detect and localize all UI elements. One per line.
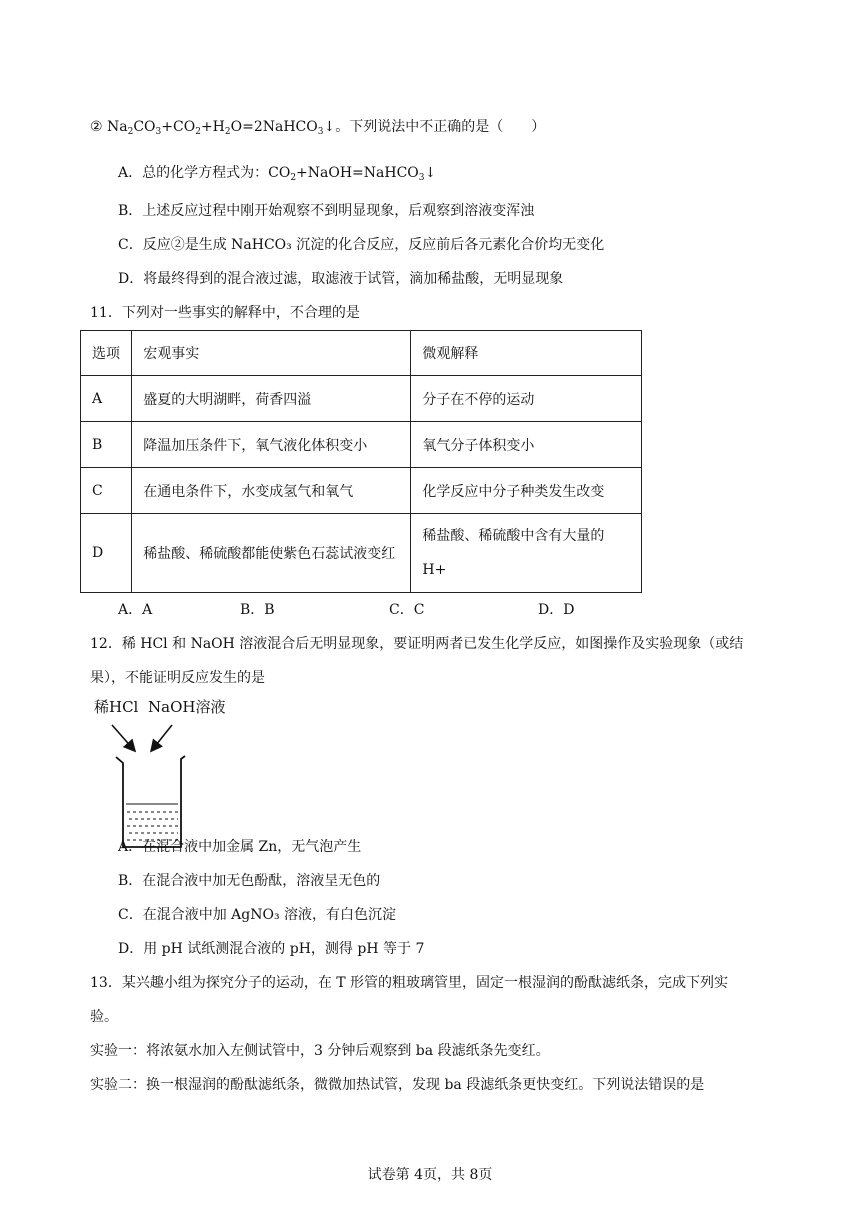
table-row: [81, 376, 642, 422]
figure-label-naoh: NaOH溶液: [148, 698, 226, 716]
figure-label-hcl: 稀HCl: [94, 698, 139, 716]
row-macro-fact: 降温加压条件下，氧气液化体积变小: [132, 422, 411, 468]
table-header-row: [81, 331, 642, 376]
page-footer: 试卷第 4页，共 8页: [367, 1167, 493, 1183]
row-micro-explanation-line2: H+: [422, 562, 447, 578]
q11-answer-c: C．C: [389, 602, 425, 618]
row-macro-fact: 在通电条件下，水变成氢气和氧气: [132, 468, 411, 514]
q12-option-c: C．在混合液中加 AgNO₃ 溶液，有白色沉淀: [118, 907, 397, 923]
q10-option-b: B．上述反应过程中刚开始观察不到明显现象，后观察到溶液变浑浊: [118, 203, 535, 219]
row-macro-fact: 稀盐酸、稀硫酸都能使紫色石蕊试液变红: [132, 514, 411, 593]
header-option: 选项: [81, 331, 132, 376]
beaker-figure: [90, 697, 230, 853]
beaker-diagram: [90, 697, 230, 853]
q12-option-d: D．用 pH 试纸测混合液的 pH，测得 pH 等于 7: [118, 941, 425, 957]
q12-option-b: B．在混合液中加无色酚酞，溶液呈无色的: [118, 873, 381, 889]
row-micro-explanation: 分子在不停的运动: [411, 376, 642, 422]
row-option: D: [81, 514, 132, 593]
row-option: A: [81, 376, 132, 422]
row-micro-explanation-line1: 稀盐酸、稀硫酸中含有大量的: [422, 528, 605, 544]
q10-stem: ② $Na_2CO_3+CO_2+H_2O=2NaHCO_3↓$。下列说法中不正确的是（ ）: [90, 119, 546, 137]
table-row: [81, 514, 642, 593]
beaker-icon: [116, 756, 185, 847]
q11-answer-d: D．D: [538, 602, 575, 618]
q11-facts-table: [80, 330, 642, 593]
q10-option-d: D．将最终得到的混合液过滤，取滤液于试管，滴加稀盐酸，无明显现象: [118, 271, 564, 287]
row-micro-explanation: 化学反应中分子种类发生改变: [411, 468, 642, 514]
header-micro-explanation: 微观解释: [411, 331, 642, 376]
q12-stem-line2: 果），不能证明反应发生的是: [90, 670, 265, 686]
q13-stem-line1: 13．某兴趣小组为探究分子的运动，在 T 形管的粗玻璃管里，固定一根湿润的酚酞滤纸条，完成下列实: [90, 975, 729, 991]
row-micro-explanation: [411, 514, 642, 593]
q13-stem-line2: 验。: [90, 1009, 118, 1025]
q11-answer-b: B．B: [240, 602, 275, 618]
row-option: B: [81, 422, 132, 468]
q11-stem: 11．下列对一些事实的解释中，不合理的是: [90, 305, 360, 321]
header-macro-fact: 宏观事实: [132, 331, 411, 376]
q13-experiment-two: 实验二：换一根湿润的酚酞滤纸条，微微加热试管，发现 ba 段滤纸条更快变红。下列说法错误的是: [90, 1077, 705, 1093]
q13-experiment-one: 实验一：将浓氨水加入左侧试管中，3 分钟后观察到 ba 段滤纸条先变红。: [90, 1043, 550, 1059]
arrow-right-icon: [152, 725, 172, 750]
q12-option-a: A．在混合液中加金属 Zn，无气泡产生: [118, 839, 362, 855]
row-micro-explanation: 氧气分子体积变小: [411, 422, 642, 468]
liquid-icon: [127, 812, 178, 840]
q10-option-c: C．反应②是生成 NaHCO₃ 沉淀的化合反应，反应前后各元素化合价均无变化: [118, 237, 605, 253]
q10-option-a: A．总的化学方程式为：$CO_2+NaOH=NaHCO_3↓$: [118, 165, 437, 183]
table-row: [81, 422, 642, 468]
arrow-left-icon: [112, 725, 134, 750]
row-option: C: [81, 468, 132, 514]
table-row: [81, 468, 642, 514]
row-macro-fact: 盛夏的大明湖畔，荷香四溢: [132, 376, 411, 422]
q11-answer-a: A．A: [118, 602, 153, 618]
q12-stem-line1: 12．稀 HCl 和 NaOH 溶液混合后无明显现象，要证明两者已发生化学反应，如图操作及实验现象（或结: [90, 636, 744, 652]
